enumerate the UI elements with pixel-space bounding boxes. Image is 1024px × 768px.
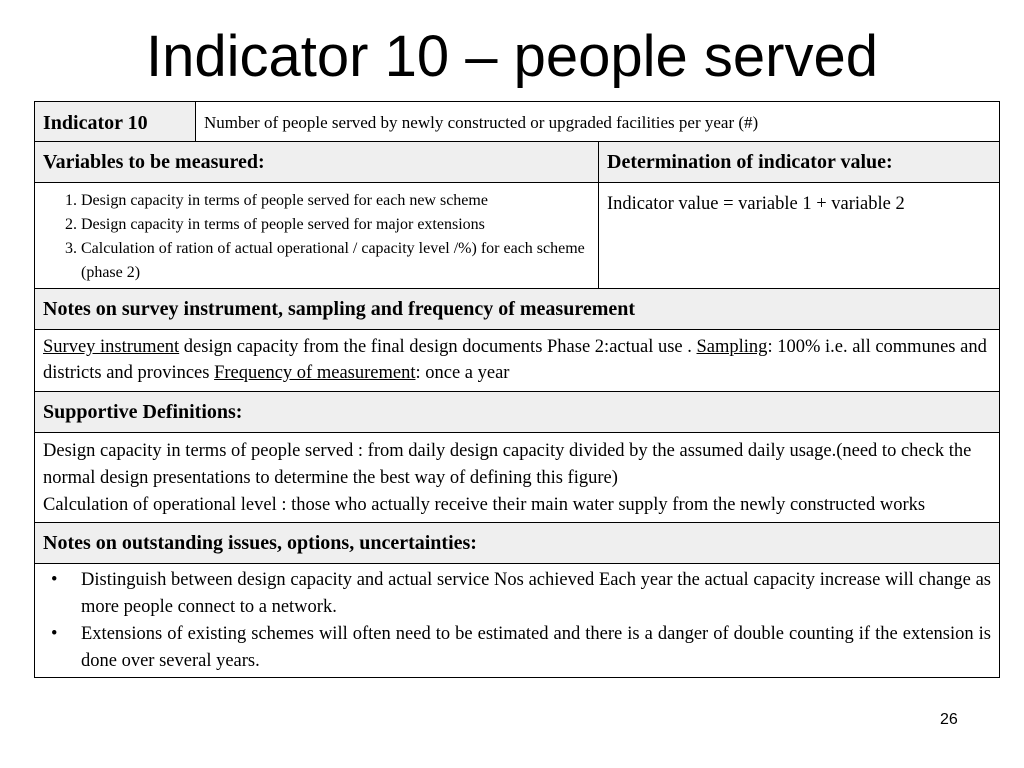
frequency-label: Frequency of measurement	[214, 363, 416, 383]
survey-header-row	[35, 289, 1000, 330]
definition-paragraph: Calculation of operational level : those who actually receive their main water supply from the newly constructed works	[43, 495, 926, 515]
indicator-label: Indicator 10	[35, 102, 196, 142]
definitions-cell	[35, 433, 1000, 523]
indicator-row	[35, 102, 1000, 142]
definitions-row	[35, 433, 1000, 523]
variables-list-cell	[35, 183, 599, 289]
issues-header-row	[35, 523, 1000, 564]
variables-row	[35, 183, 1000, 289]
determination-heading: Determination of indicator value:	[599, 142, 1000, 183]
sampling-label: Sampling	[696, 337, 768, 357]
survey-heading: Notes on survey instrument, sampling and frequency of measurement	[35, 289, 1000, 330]
variable-item: 2. Design capacity in terms of people served for major extensions	[81, 213, 590, 237]
bullet-icon: •	[51, 624, 58, 644]
variables-header-row	[35, 142, 1000, 183]
definitions-header-row	[35, 392, 1000, 433]
definition-paragraph: Design capacity in terms of people served : from daily design capacity divided by the assumed daily usage.(need to check the normal design presentations to determine the best way of defining this figure)	[43, 441, 972, 488]
issues-list	[43, 567, 991, 675]
survey-instrument-label: Survey instrument	[43, 337, 180, 357]
issue-text: Distinguish between design capacity and actual service Nos achieved Each year the actual capacity increase will change as more people connect to a network.	[81, 570, 991, 617]
variables-heading: Variables to be measured:	[35, 142, 599, 183]
issues-heading: Notes on outstanding issues, options, uncertainties:	[35, 523, 1000, 564]
issue-item	[51, 567, 991, 621]
issues-cell	[35, 564, 1000, 678]
survey-notes	[35, 330, 1000, 392]
survey-instrument-text: design capacity from the final design documents Phase 2:actual use .	[179, 337, 697, 357]
frequency-text: : once a year	[415, 363, 510, 383]
slide-title: Indicator 10 – people served	[146, 24, 878, 89]
variable-item: 3. Calculation of ration of actual operational / capacity level /%) for each scheme (phase 2)	[81, 237, 590, 285]
sampling-text: : 100% i.e. all communes and districts and provinces	[43, 337, 987, 383]
bullet-icon: •	[51, 570, 58, 590]
issue-item	[51, 621, 991, 675]
indicator-description: Number of people served by newly constructed or upgraded facilities per year (#)	[196, 102, 1000, 142]
issue-text: Extensions of existing schemes will often need to be estimated and there is a danger of double counting if the extension is done over several years.	[81, 624, 991, 671]
variable-item: 1. Design capacity in terms of people served for each new scheme	[81, 189, 590, 213]
page-number: 26	[940, 711, 958, 728]
definitions-heading: Supportive Definitions:	[35, 392, 1000, 433]
survey-row	[35, 330, 1000, 392]
indicator-table	[34, 101, 1000, 678]
determination-text: Indicator value = variable 1 + variable 2	[599, 183, 1000, 289]
variables-list	[43, 189, 590, 285]
issues-row	[35, 564, 1000, 678]
